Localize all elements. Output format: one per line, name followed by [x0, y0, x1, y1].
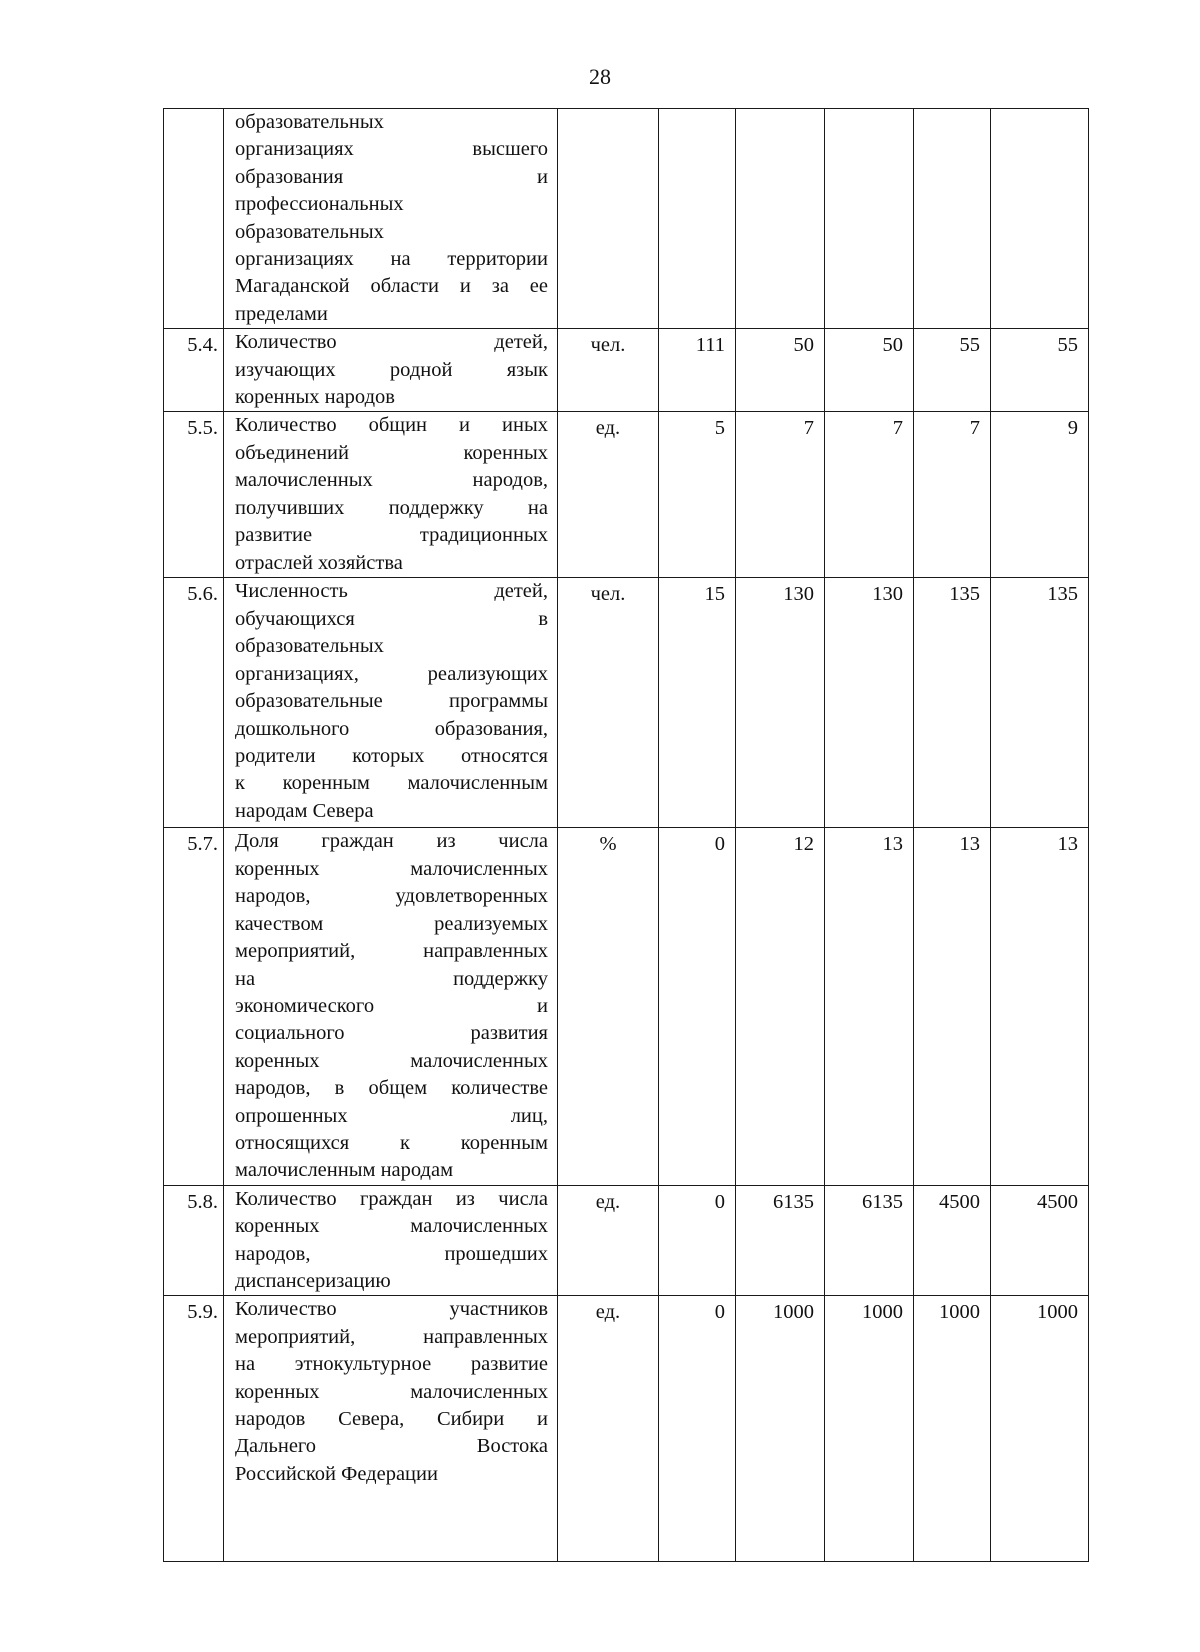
indicator-name-line: коренных малочисленных [235, 1215, 548, 1238]
table-row [164, 578, 1089, 828]
indicator-name-line: изучающих родной язык [235, 358, 548, 381]
value-cell: 135 [914, 578, 991, 828]
indicator-name-line: родители которых относятся [235, 744, 548, 767]
indicator-name-line: на этнокультурное развитие [235, 1353, 548, 1376]
indicator-name-line: получивших поддержку на [235, 496, 548, 519]
value-cell: 55 [914, 329, 991, 412]
table-row [164, 109, 1089, 329]
indicator-name-line: профессиональных [235, 193, 404, 216]
indicator-name-line: коренных народов [235, 386, 395, 409]
indicator-name-line: Дальнего Востока [235, 1435, 548, 1458]
value-cell: 7 [914, 412, 991, 578]
indicator-name-line: народам Севера [235, 799, 374, 822]
indicator-name-line: организациях на территории [235, 248, 548, 271]
indicator-name-line: мероприятий, направленных [235, 940, 548, 963]
indicator-name-line: коренных малочисленных [235, 1380, 548, 1403]
value-cell [659, 109, 736, 329]
value-cell: 1000 [736, 1296, 825, 1562]
value-cell: 0 [659, 1185, 736, 1296]
table-row [164, 329, 1089, 412]
indicator-name-line: качеством реализуемых [235, 912, 548, 935]
value-cell: 12 [736, 828, 825, 1185]
unit-cell [558, 109, 659, 329]
value-cell: 13 [991, 828, 1089, 1185]
value-cell: 1000 [825, 1296, 914, 1562]
row-number: 5.4. [164, 329, 224, 412]
value-cell: 130 [736, 578, 825, 828]
value-cell: 4500 [991, 1185, 1089, 1296]
indicator-name [224, 828, 558, 1185]
row-number [164, 109, 224, 329]
indicator-name-line: организациях, реализующих [235, 662, 548, 685]
value-cell: 0 [659, 1296, 736, 1562]
indicator-name-line: опрошенных лиц, [235, 1104, 548, 1127]
indicator-name-line: организациях высшего [235, 138, 548, 161]
indicators-table [163, 108, 1089, 1562]
indicator-name-line: Количество граждан из числа [235, 1187, 548, 1210]
indicator-name [224, 109, 558, 329]
indicator-name [224, 578, 558, 828]
indicator-name-line: Количество детей, [235, 331, 548, 354]
indicator-name-line: социального развития [235, 1022, 548, 1045]
row-number: 5.9. [164, 1296, 224, 1562]
unit-cell: чел. [558, 578, 659, 828]
value-cell: 1000 [914, 1296, 991, 1562]
value-cell: 5 [659, 412, 736, 578]
value-cell [736, 109, 825, 329]
indicator-name-line: малочисленных народов, [235, 469, 548, 492]
table-row [164, 1296, 1089, 1562]
indicator-name [224, 412, 558, 578]
indicator-name-line: Российской Федерации [235, 1462, 438, 1485]
indicator-name-line: малочисленным народам [235, 1159, 454, 1182]
indicator-name-line: коренных малочисленных [235, 1049, 548, 1072]
value-cell [991, 109, 1089, 329]
indicator-name-line: Количество общин и иных [235, 414, 548, 437]
value-cell: 9 [991, 412, 1089, 578]
unit-cell: ед. [558, 1185, 659, 1296]
indicator-name-line: образовательных [235, 220, 384, 243]
value-cell: 6135 [825, 1185, 914, 1296]
value-cell: 135 [991, 578, 1089, 828]
value-cell [914, 109, 991, 329]
indicator-name [224, 1296, 558, 1562]
indicator-name-line: народов, удовлетворенных [235, 885, 548, 908]
value-cell: 15 [659, 578, 736, 828]
indicator-name-line: Количество участников [235, 1298, 548, 1321]
indicator-name-line: образовательных [235, 111, 384, 133]
table-row [164, 828, 1089, 1185]
indicator-name-line: народов Севера, Сибири и [235, 1408, 548, 1430]
indicator-name-line: народов, в общем количестве [235, 1077, 548, 1100]
row-number: 5.8. [164, 1185, 224, 1296]
page-number: 28 [589, 64, 611, 89]
indicator-name-line: мероприятий, направленных [235, 1325, 548, 1348]
indicator-name [224, 329, 558, 412]
value-cell: 7 [736, 412, 825, 578]
row-number: 5.5. [164, 412, 224, 578]
value-cell: 50 [825, 329, 914, 412]
indicator-name-line: Численность детей, [235, 580, 548, 603]
value-cell [825, 109, 914, 329]
table-row [164, 412, 1089, 578]
value-cell: 13 [914, 828, 991, 1185]
unit-cell: чел. [558, 329, 659, 412]
indicator-name-line: Магаданской области и за ее [235, 275, 548, 298]
value-cell: 111 [659, 329, 736, 412]
indicator-name-line: диспансеризацию [235, 1269, 391, 1292]
indicator-name-line: отраслей хозяйства [235, 551, 403, 574]
indicator-name-line: обучающихся в [235, 607, 548, 630]
row-number: 5.7. [164, 828, 224, 1185]
unit-cell: ед. [558, 412, 659, 578]
indicator-name-line: коренных малочисленных [235, 857, 548, 880]
value-cell: 50 [736, 329, 825, 412]
value-cell: 13 [825, 828, 914, 1185]
indicator-name-line: образовательных [235, 635, 384, 658]
value-cell: 1000 [991, 1296, 1089, 1562]
value-cell: 0 [659, 828, 736, 1185]
indicator-name-line: относящихся к коренным [235, 1131, 548, 1154]
indicator-name-line: народов, прошедших [235, 1242, 548, 1265]
indicator-name-line: пределами [235, 302, 328, 325]
unit-cell: ед. [558, 1296, 659, 1562]
indicator-name-line: образования и [235, 165, 548, 188]
indicator-name-line: дошкольного образования, [235, 717, 548, 740]
indicator-name-line: образовательные программы [235, 690, 548, 713]
value-cell: 55 [991, 329, 1089, 412]
row-number: 5.6. [164, 578, 224, 828]
indicator-name-line: к коренным малочисленным [235, 772, 548, 795]
indicator-name [224, 1185, 558, 1296]
indicator-name-line: экономического и [235, 994, 548, 1017]
value-cell: 130 [825, 578, 914, 828]
value-cell: 4500 [914, 1185, 991, 1296]
indicator-name-line: объединений коренных [235, 441, 548, 464]
table-row [164, 1185, 1089, 1296]
indicator-name-line: развитие традиционных [235, 524, 548, 547]
indicator-name-line: на поддержку [235, 967, 548, 990]
unit-cell: % [558, 828, 659, 1185]
indicator-name-line: Доля граждан из числа [235, 830, 548, 853]
value-cell: 7 [825, 412, 914, 578]
value-cell: 6135 [736, 1185, 825, 1296]
